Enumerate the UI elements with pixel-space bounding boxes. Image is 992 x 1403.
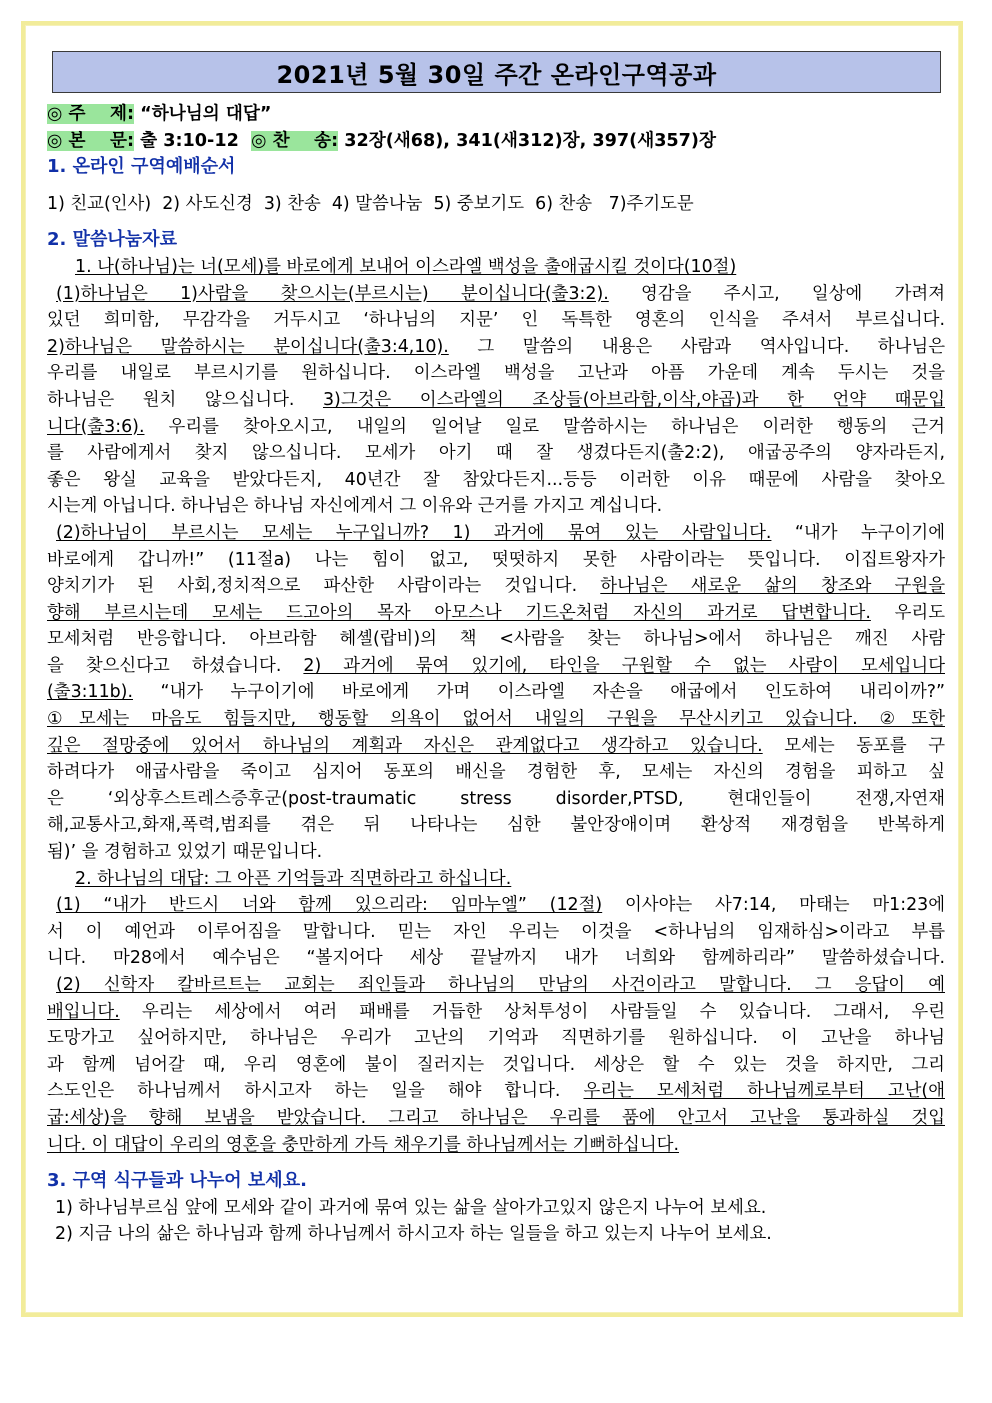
- body-line-10b: “내가 누구이기에: [771, 522, 945, 543]
- body-line-18a: 깊은 절망중에 있어서 하나님의 계획과 자신은 관계없다고 생각하고 있습니다.: [47, 735, 763, 756]
- worship-order: 1) 친교(인사) 2) 사도신경 3) 찬송 4) 말씀나눔 5) 중보기도 6) 찬송 7)주기도문: [47, 193, 694, 214]
- body-line-15b: 2) 과거에 묶여 있기에, 타인을 구원할 수 없는 사람이 모세입니다: [303, 655, 945, 676]
- body-line-24: 서 이 예언과 이루어짐을 말합니다. 믿는 자인 우리는 이것을 <하나님의 임재하심>이라고 부릅: [47, 921, 945, 942]
- body-line-32a: 니다. 이 대답이 우리의 영혼을 충만하게 가득 채우기를 하나님께서는 기뻐하십니다.: [47, 1134, 679, 1155]
- body-line-25: 니다. 마28에서 예수님은 “볼지어다 세상 끝날까지 내가 너희와 함께하리라” 말씀하셨습니다.: [47, 948, 945, 969]
- question-1: 1) 하나님부르심 앞에 모세와 같이 과거에 묶여 있는 삶을 살아가고있지 않은지 나누어 보세요.: [55, 1197, 767, 1218]
- body-line-09: 시는게 아닙니다. 하나님은 하나님 자신에게서 그 이유와 근거를 가지고 계십니다.: [47, 496, 663, 517]
- hymn-value: 32장(새68), 341(새312)장, 397(새357)장: [344, 130, 716, 151]
- body-line-16b: “내가 누구이기에 바로에게 가며 이스라엘 자손을 애굽에서 인도하여 내리이까?”: [133, 682, 945, 703]
- point-2-title-text: 2. 하나님의 대답: 그 아픈 기억들과 직면하라고 하십니다.: [75, 868, 512, 889]
- theme-value: “하나님의 대답”: [140, 104, 272, 124]
- body-line-01a: (1)하나님은 1)사람을 찾으시는(부르시는) 분이십니다(출3:2).: [56, 283, 609, 304]
- body-line-27a: 배입니다.: [47, 1001, 120, 1022]
- body-line-10a: (2)하나님이 부르시는 모세는 누구입니까? 1) 과거에 묶여 있는 사람입니다.: [56, 522, 772, 543]
- theme-label: ◎ 주 제:: [47, 104, 135, 124]
- theme-row: [47, 101, 945, 128]
- body-line-16: [47, 679, 945, 706]
- body-line-15: [47, 653, 945, 680]
- body-line-17b: ②또한: [857, 709, 945, 730]
- text-label: ◎ 본 문:: [47, 130, 135, 151]
- body-line-19: 하려다가 애굽사람을 죽이고 심지어 동포의 배신을 경험한 후, 모세는 자신의 경험을 피하고 싶: [47, 762, 945, 783]
- body-line-23: [47, 892, 945, 919]
- body-line-30b: 우리는 모세처럼 하나님께로부터 고난(애: [583, 1081, 945, 1102]
- body-line-13a: 향해 부르시는데 모세는 드고아의 목자 아모스나 기드온처럼 자신의 과거로 답변합니다.: [47, 602, 871, 623]
- body-line-14: 모세처럼 반응합니다. 아브라함 헤셸(랍비)의 책 <사람을 찾는 하나님>에서 하나님은 깨진 사람: [47, 629, 945, 650]
- body-line-08: 좋은 왕실 교육을 받았다든지, 40년간 잘 참았다든지...등등 이러한 이유 때문에 사람을 찾아오: [47, 469, 945, 490]
- body-line-13: [47, 600, 945, 627]
- body-line-23b: 이사야는 사7:14, 마태는 마1:23에: [602, 895, 945, 916]
- question-2: 2) 지금 나의 삶은 하나님과 함께 하나님께서 하시고자 하는 일들을 하고 있는지 나누어 보세요.: [55, 1224, 772, 1245]
- body-line-29: 과 함께 넘어갈 때, 우리 영혼에 불이 질러지는 것입니다. 세상은 할 수 있는 것을 하지만, 그리: [47, 1054, 945, 1075]
- body-line-12: [47, 573, 945, 600]
- section-3-heading: 3. 구역 식구들과 나누어 보세요.: [47, 1170, 307, 1192]
- body-line-27: [47, 999, 945, 1026]
- section-2-heading: 2. 말씀나눔자료: [47, 229, 177, 251]
- body-line-26a: (2) 신학자 칼바르트는 교회는 죄인들과 하나님의 만남의 사건이라고 말합니다. 그 응답이 예: [56, 975, 945, 995]
- body-line-05a: 하나님은 원치 않으십니다.: [47, 389, 323, 410]
- body-line-31a: 굽:세상)을 향해 보냄을 받았습니다. 그리고 하나님은 우리를 품에 안고서 고난을 통과하실 것입: [47, 1107, 945, 1128]
- body-line-12a: 양치기가 된 사회,정치적으로 파산한 사람이라는 것입니다.: [47, 576, 601, 597]
- body-line-17: [47, 706, 945, 733]
- body-line-06b: 우리를 찾아오시고, 내일의 일어날 일로 말씀하시는 하나님은 이러한 행동의 근거: [144, 416, 945, 437]
- body-line-11: 바로에게 갑니까!” (11절a) 나는 힘이 없고, 떳떳하지 못한 사람이라는 뜻입니다. 이집트왕자가: [47, 549, 945, 570]
- body-line-10: [47, 520, 945, 547]
- body-line-06a: 니다(출3:6).: [47, 416, 145, 437]
- body-line-02: 있던 희미함, 무감각을 거두시고 ‘하나님의 지문’ 인 독특한 영혼의 인식을 주셔서 부르십니다.: [47, 310, 945, 331]
- body-line-20: 은 ‘외상후스트레스증후군(post-traumatic stress disorder,PTSD, 현대인들이 전쟁,자연재: [47, 788, 945, 809]
- body-line-28: 도망가고 싶어하지만, 하나님은 우리가 고난의 기억과 직면하기를 원하십니다. 이 고난을 하나님: [47, 1028, 945, 1049]
- body-line-04: 우리를 내일로 부르시기를 원하십니다. 이스라엘 백성을 고난과 아픔 가운데 계속 두시는 것을: [47, 363, 945, 384]
- body-line-32: [47, 1132, 945, 1159]
- body-line-03: [47, 334, 945, 361]
- body-line-05: [47, 387, 945, 414]
- body-line-31: [47, 1105, 945, 1132]
- page-title-text: 2021년 5월 30일 주간 온라인구역공과: [276, 60, 717, 89]
- body-line-17a: ①모세는 마음도 힘들지만, 행동할 의욕이 없어서 내일의 구원을 무산시키고 있습니다.: [47, 709, 858, 730]
- body-line-03b: 그 말씀의 내용은 사람과 역사입니다. 하나님은: [448, 336, 945, 357]
- point-1-title: [47, 254, 945, 281]
- body-line-16a: (출3:11b).: [47, 682, 133, 703]
- body-line-12b: 하나님은 새로운 삶의 창조와 구원을: [600, 576, 945, 597]
- page-title: [52, 51, 941, 93]
- body-line-27b: 우리는 세상에서 여러 패배를 거듭한 상처투성이 사람들일 수 있습니다. 그래서, 우린: [119, 1001, 945, 1022]
- text-value: 출 3:10-12: [140, 130, 239, 151]
- body-line-03a: 2)하나님은 말씀하시는 분이십니다(출3:4,10).: [47, 336, 449, 357]
- body-line-15a: 을 찾으신다고 하셨습니다.: [47, 655, 304, 676]
- body-line-21: 해,교통사고,화재,폭력,범죄를 겪은 뒤 나타나는 심한 불안장애이며 환상적 재경험을 반복하게: [47, 815, 945, 836]
- body-line-22: 됨)’ 을 경험하고 있었기 때문입니다.: [47, 842, 323, 863]
- text-hymn-row: [47, 128, 945, 155]
- body-line-07: 를 사람에게서 찾지 않으십니다. 모세가 아기 때 잘 생겼다든지(출2:2), 애굽공주의 양자라든지,: [47, 443, 945, 464]
- point-1-title-text: 1. 나(하나님)는 너(모세)를 바로에게 보내어 이스라엘 백성을 출애굽시킬 것이다(10절): [75, 256, 737, 277]
- section-1-heading: 1. 온라인 구역예배순서: [47, 156, 236, 178]
- point-2-title: [47, 866, 945, 893]
- body-line-01b: 영감을 주시고, 일상에 가려져: [608, 283, 945, 304]
- body-line-18: [47, 733, 945, 760]
- body-line-01: [47, 281, 945, 308]
- body-line-30a: 스도인은 하나님께서 하시고자 하는 일을 해야 합니다.: [47, 1081, 584, 1102]
- body-line-26: [47, 972, 945, 999]
- body-line-13b: 우리도: [870, 602, 945, 623]
- document-body: [47, 101, 945, 1248]
- body-line-18b: 모세는 동포를 구: [762, 735, 945, 756]
- body-line-30: [47, 1078, 945, 1105]
- hymn-label: ◎ 찬 송:: [251, 130, 339, 151]
- body-line-23a: (1) “내가 반드시 너와 함께 있으리라: 임마누엘” (12절): [56, 895, 603, 916]
- body-line-05b: 3)그것은 이스라엘의 조상들(아브라함,이삭,야곱)과 한 언약 때문입: [322, 389, 945, 410]
- body-line-06: [47, 414, 945, 441]
